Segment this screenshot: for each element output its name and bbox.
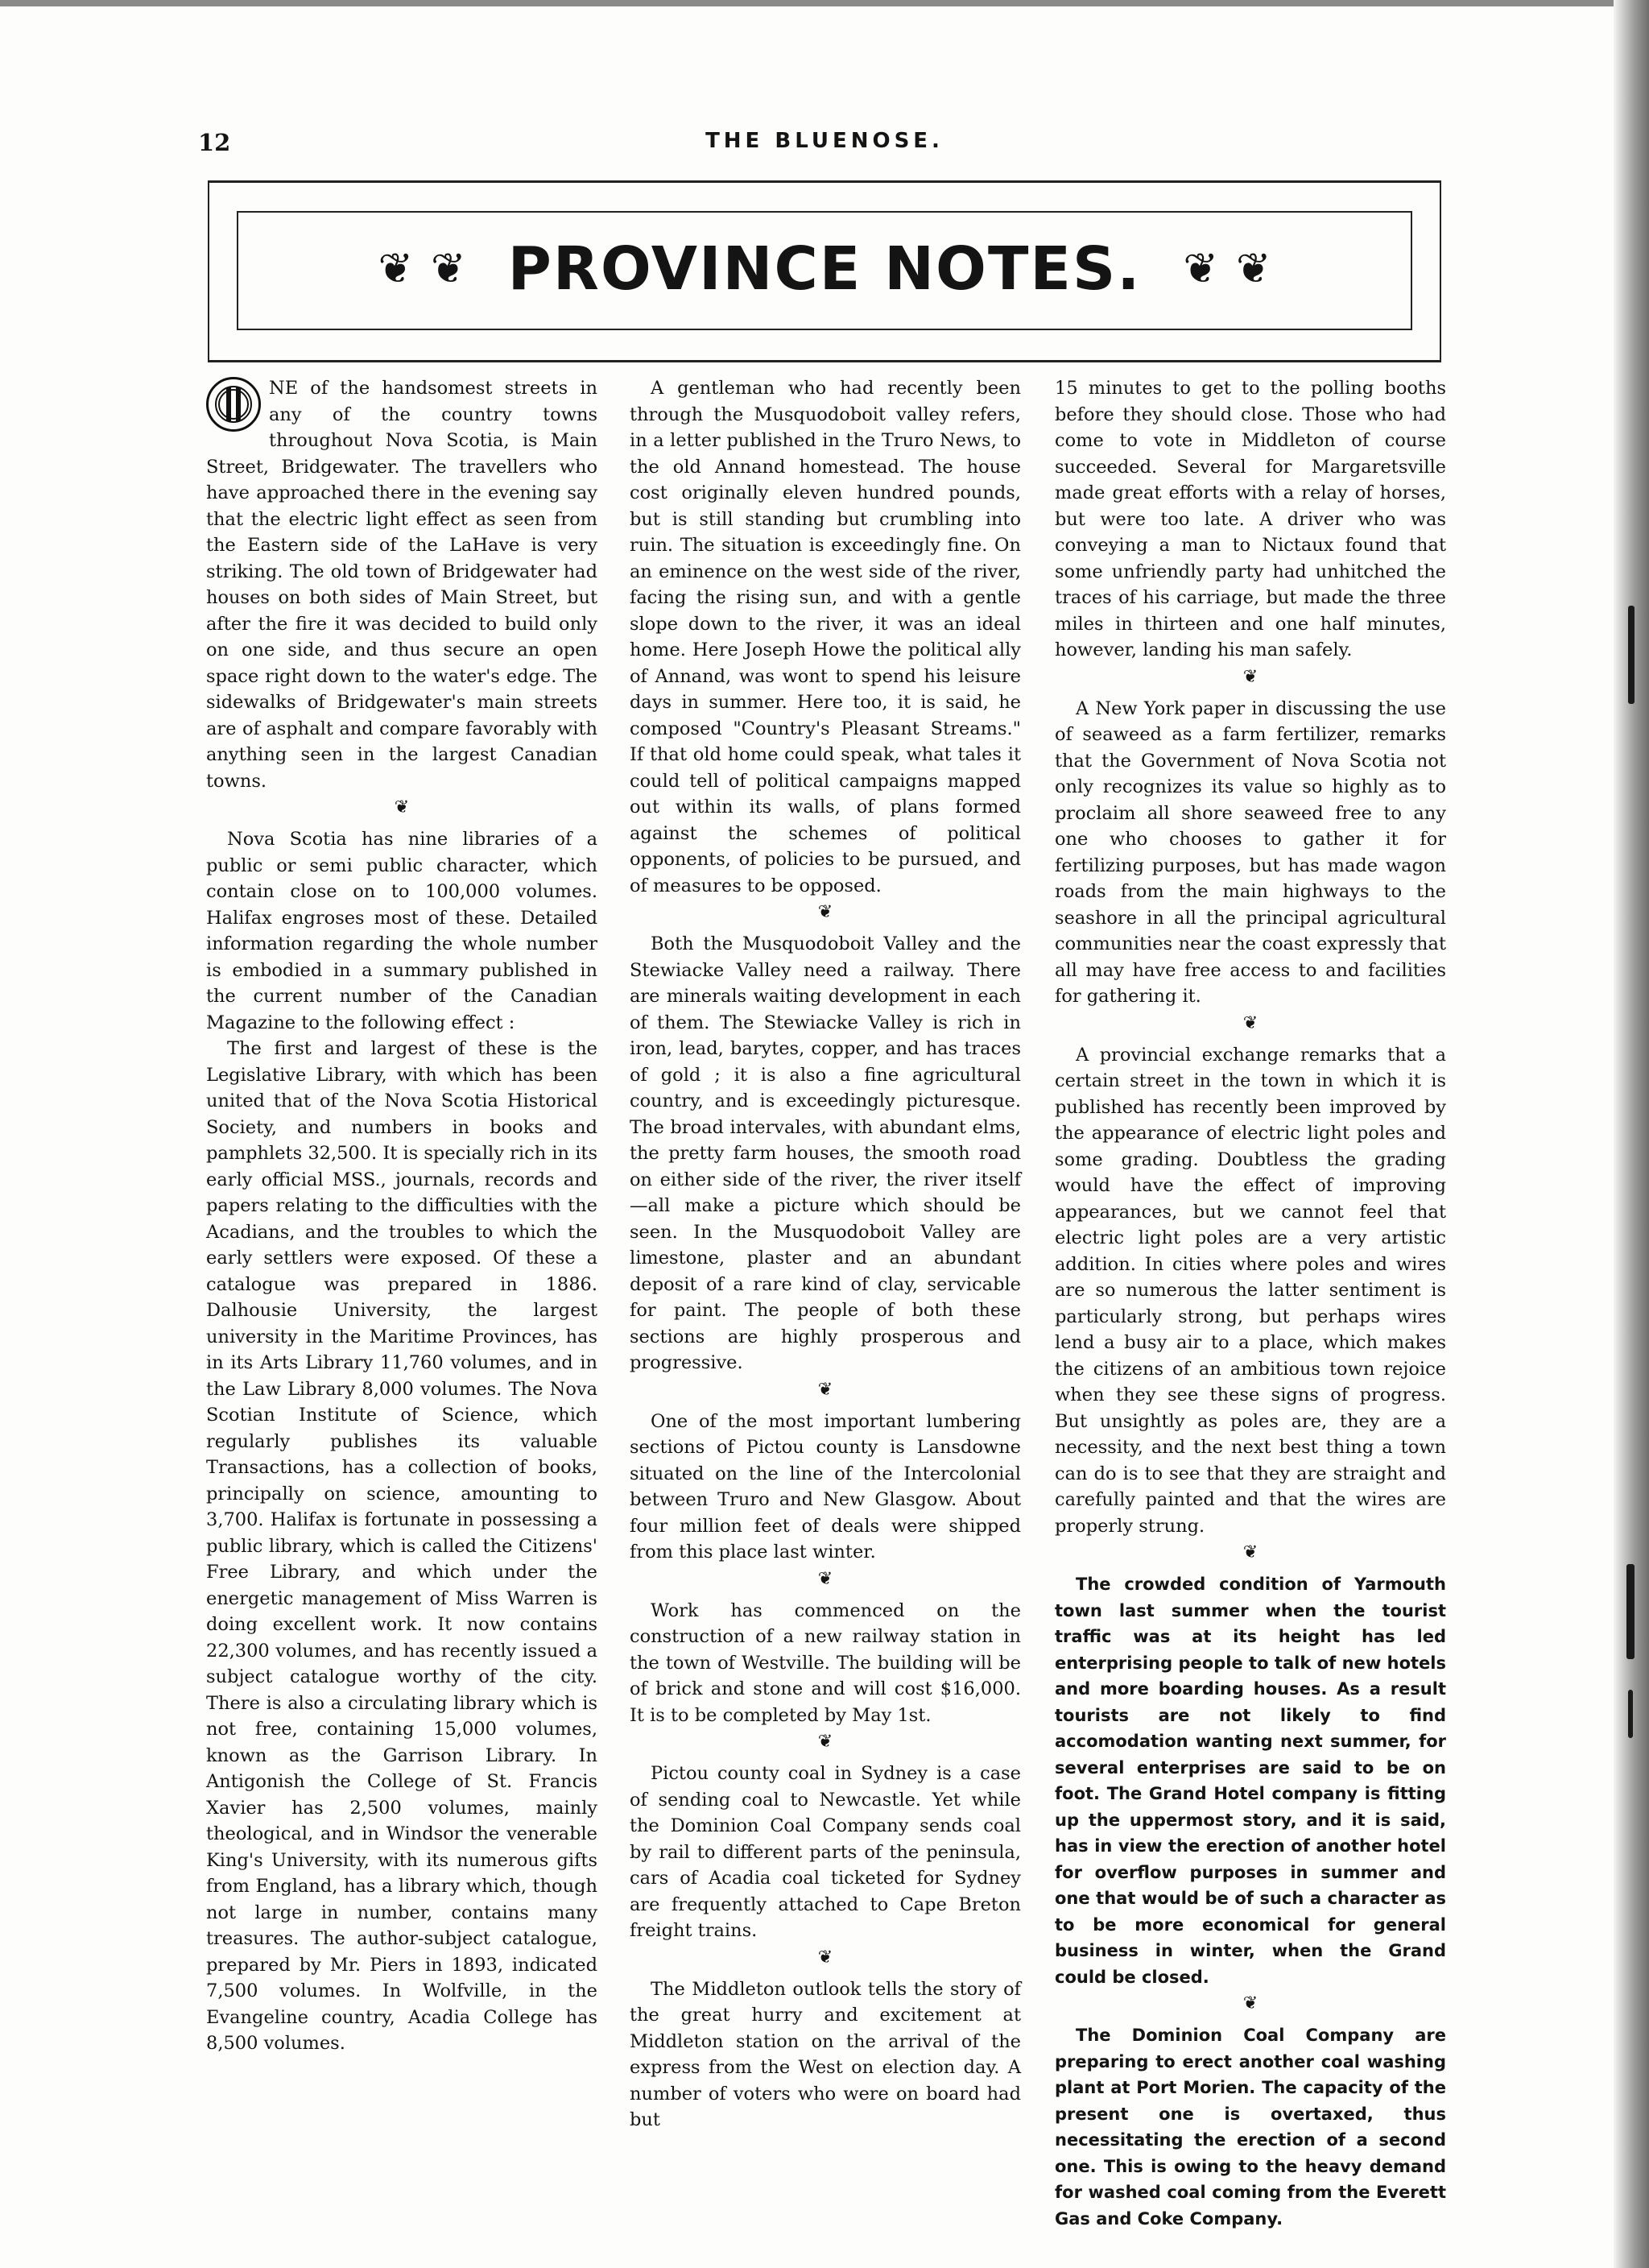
article-paragraph: Both the Musquodoboit Valley and the Stewiacke Valley need a railway. There are minerals waiting development in each of them. The Stewiacke Valley is rich in iron, lead, barytes, copper, and has traces of gold ; it is also a fine agricultural country, and is exceedingly picturesque. The broad intervales, with abundant elms, the pretty farm houses, the smooth road on either side of the river, the river itself—all make a picture which should be seen. In the Musquodoboit Valley are limestone, plaster and an abundant deposit of a rare kind of clay, servicable for paint. The people of both these sections are highly prosperous and progressive.: [630, 933, 1021, 1373]
scan-mark-2: [1626, 1564, 1635, 1659]
running-title: THE BLUENOSE.: [705, 129, 944, 153]
article-paragraph: The crowded condition of Yarmouth town last summer when the tourist traffic was at its height has led enterprising people to talk of new hotels and more boarding houses. As a result tourists are not likely to find accomodation wanting next summer, for several enterprises are said to be on foot. The Grand Hotel company is fitting up the uppermost story, and it is said, has in view the erection of another hotel for overflow purposes in summer and one that would be of such a character as to be more economical for general business in winter, when the Grand could be closed.: [1055, 1575, 1446, 1987]
fleuron-divider-icon: ❦: [817, 1568, 833, 1589]
fleuron-icon: ❦: [431, 245, 466, 293]
text-column-2: [630, 375, 1021, 2133]
section-title: PROVINCE NOTES.: [507, 234, 1142, 304]
page-header: [0, 129, 1649, 161]
fleuron-divider-icon: ❦: [1242, 666, 1258, 687]
fleuron-divider-icon: ❦: [394, 797, 410, 817]
page-number: 12: [198, 129, 231, 156]
article-paragraph: Pictou county coal in Sydney is a case of sending coal to Newcastle. Yet while the Dominion Coal Company sends coal by rail to different parts of the peninsula, cars of Acadia coal ticketed for Sydney are frequently attached to Cape Breton freight trains.: [630, 1763, 1021, 1941]
article-paragraph: NE of the handsomest streets in any of the country towns throughout Nova Scotia, is Main Street, Bridgewater. The travellers who have approached there in the evening say that the electric light effect as seen from the Eastern side of the LaHave is very striking. The old town of Bridgewater had houses on both sides of Main Street, but after the fire it was decided to build only on one side, and thus secure an open space right down to the water's edge. The sidewalks of Bridgewater's main streets are of asphalt and compare favorably with anything seen in the largest Canadian towns.: [206, 378, 597, 792]
text-column-1: [206, 375, 597, 2057]
fleuron-divider-icon: ❦: [817, 1379, 833, 1400]
article-paragraph: A provincial exchange remarks that a certain street in the town in which it is published has recently been improved by the appearance of electric light poles and some grading. Doubtless the grading would have the effect of improving appearances, but we cannot feel that electric light poles are a very artistic addition. In cities where poles and wires are so numerous the latter sentiment is particularly strong, but perhaps wires lend a busy air to a place, which makes the citizens of an ambitious town rejoice when they see these signs of progress. But unsightly as poles are, they are a necessity, and the next best thing a town can do is to see that they are straight and carefully painted and that the wires are properly strung.: [1055, 1044, 1446, 1537]
section-banner: [237, 211, 1412, 327]
fleuron-icon: ❦: [378, 245, 414, 293]
fleuron-divider-icon: ❦: [817, 1947, 833, 1968]
drop-cap-o-icon: [206, 377, 261, 432]
article-paragraph: The first and largest of these is the Legislative Library, with which has been united that of the Nova Scotia Historical Society, and numbers in books and pamphlets 32,500. It is specially rich in its early official MSS., journals, records and papers relating to the difficulties with the Acadians, and the troubles to which the early settlers were exposed. Of these a catalogue was prepared in 1886. Dalhousie University, the largest university in the Maritime Provinces, has in its Arts Library 11,760 volumes, and in the Law Library 8,000 volumes. The Nova Scotian Institute of Science, which regularly publishes its valuable Transactions, has a collection of books, principally on science, amounting to 3,700. Halifax is fortunate in possessing a public library, which is called the Citizens' Free Library, and which under the energetic management of Miss Warren is doing excellent work. It now contains 22,300 volumes, and has recently issued a subject catalogue worthy of the city. There is also a circulating library which is not free, containing 15,000 volumes, known as the Garrison Library. In Antigonish the College of St. Francis Xavier has 2,500 volumes, mainly theological, and in Windsor the venerable King's University, with its numerous gifts from England, has a library which, though not large in number, contains many treasures. The author-subject catalogue, prepared by Mr. Piers in 1893, indicated 7,500 volumes. In Wolfville, in the Evangeline country, Acadia College has 8,500 volumes.: [206, 1038, 597, 2054]
scan-right-edge: [1614, 0, 1649, 2268]
scan-top-edge: [0, 0, 1649, 6]
bold-notes: [1055, 1571, 1446, 2232]
article-paragraph: Work has commenced on the construction of a new railway station in the town of Westville. The building will be of brick and stone and will cost $16,000. It is to be completed by May 1st.: [630, 1600, 1021, 1726]
fleuron-divider-icon: ❦: [1242, 1993, 1258, 2013]
article-paragraph: A New York paper in discussing the use of seaweed as a farm fertilizer, remarks that the Government of Nova Scotia not only recognizes its value so highly as to proclaim all shore seaweed free to any one who chooses to gather it for fertilizing purposes, but has made wagon roads from the main highways to the seashore in all the principal agricultural communities near the coast expressly that all may have free access to and facilities for gathering it.: [1055, 697, 1446, 1007]
article-paragraph: A gentleman who had recently been through the Musquodoboit valley refers, in a letter published in the Truro News, to the old Annand homestead. The house cost originally eleven hundred pounds, but is still standing but crumbling into ruin. The situation is exceedingly fine. On an eminence on the west side of the river, facing the rising sun, and with a gentle slope down to the river, it was an ideal home. Here Joseph Howe the political ally of Annand, was wont to spend his leisure days in summer. Here too, it is said, he composed "Country's Pleasant Streams." If that old home could speak, what tales it could tell of political campaigns mapped out within its walls, of plans formed against the schemes of political opponents, of policies to be pursued, and of measures to be opposed.: [630, 378, 1021, 896]
fleuron-divider-icon: ❦: [817, 1732, 833, 1752]
fleuron-divider-icon: ❦: [1242, 1012, 1258, 1033]
article-paragraph: The Dominion Coal Company are preparing to erect another coal washing plant at Port Morien. The capacity of the present one is overtaxed, thus necessitating the erection of a second one. This is owing to the heavy demand for washed coal coming from the Everett Gas and Coke Company.: [1055, 2026, 1446, 2229]
fleuron-divider-icon: ❦: [817, 902, 833, 922]
text-column-3: [1055, 375, 1446, 2232]
fleuron-icon: ❦: [1183, 245, 1218, 293]
fleuron-icon: ❦: [1235, 245, 1271, 293]
article-paragraph: One of the most important lumbering sections of Pictou county is Lansdowne situated on the line of the Intercolonial between Truro and New Glasgow. About four million feet of deals were shipped from this place last winter.: [630, 1410, 1021, 1562]
scan-mark-3: [1628, 1690, 1633, 1738]
article-paragraph: 15 minutes to get to the polling booths before they should close. Those who had come to vote in Middleton of course succeeded. Several for Margaretsville made great efforts with a relay of horses, but were too late. A driver who was conveying a man to Nictaux found that some unfriendly party had unhitched the traces of his carriage, but made the three miles in thirteen and one half minutes, however, landing his man safely.: [1055, 378, 1446, 660]
article-paragraph: The Middleton outlook tells the story of the great hurry and excitement at Middleton station on the arrival of the express from the West on election day. A number of voters who were on board had but: [630, 1978, 1021, 2130]
article-paragraph: Nova Scotia has nine libraries of a public or semi public character, which contain close on to 100,000 volumes. Halifax engroses most of these. Detailed information regarding the whole number is embodied in a summary published in the current number of the Canadian Magazine to the following effect :: [206, 829, 597, 1033]
scan-mark-1: [1628, 606, 1635, 704]
fleuron-divider-icon: ❦: [1242, 1542, 1258, 1562]
